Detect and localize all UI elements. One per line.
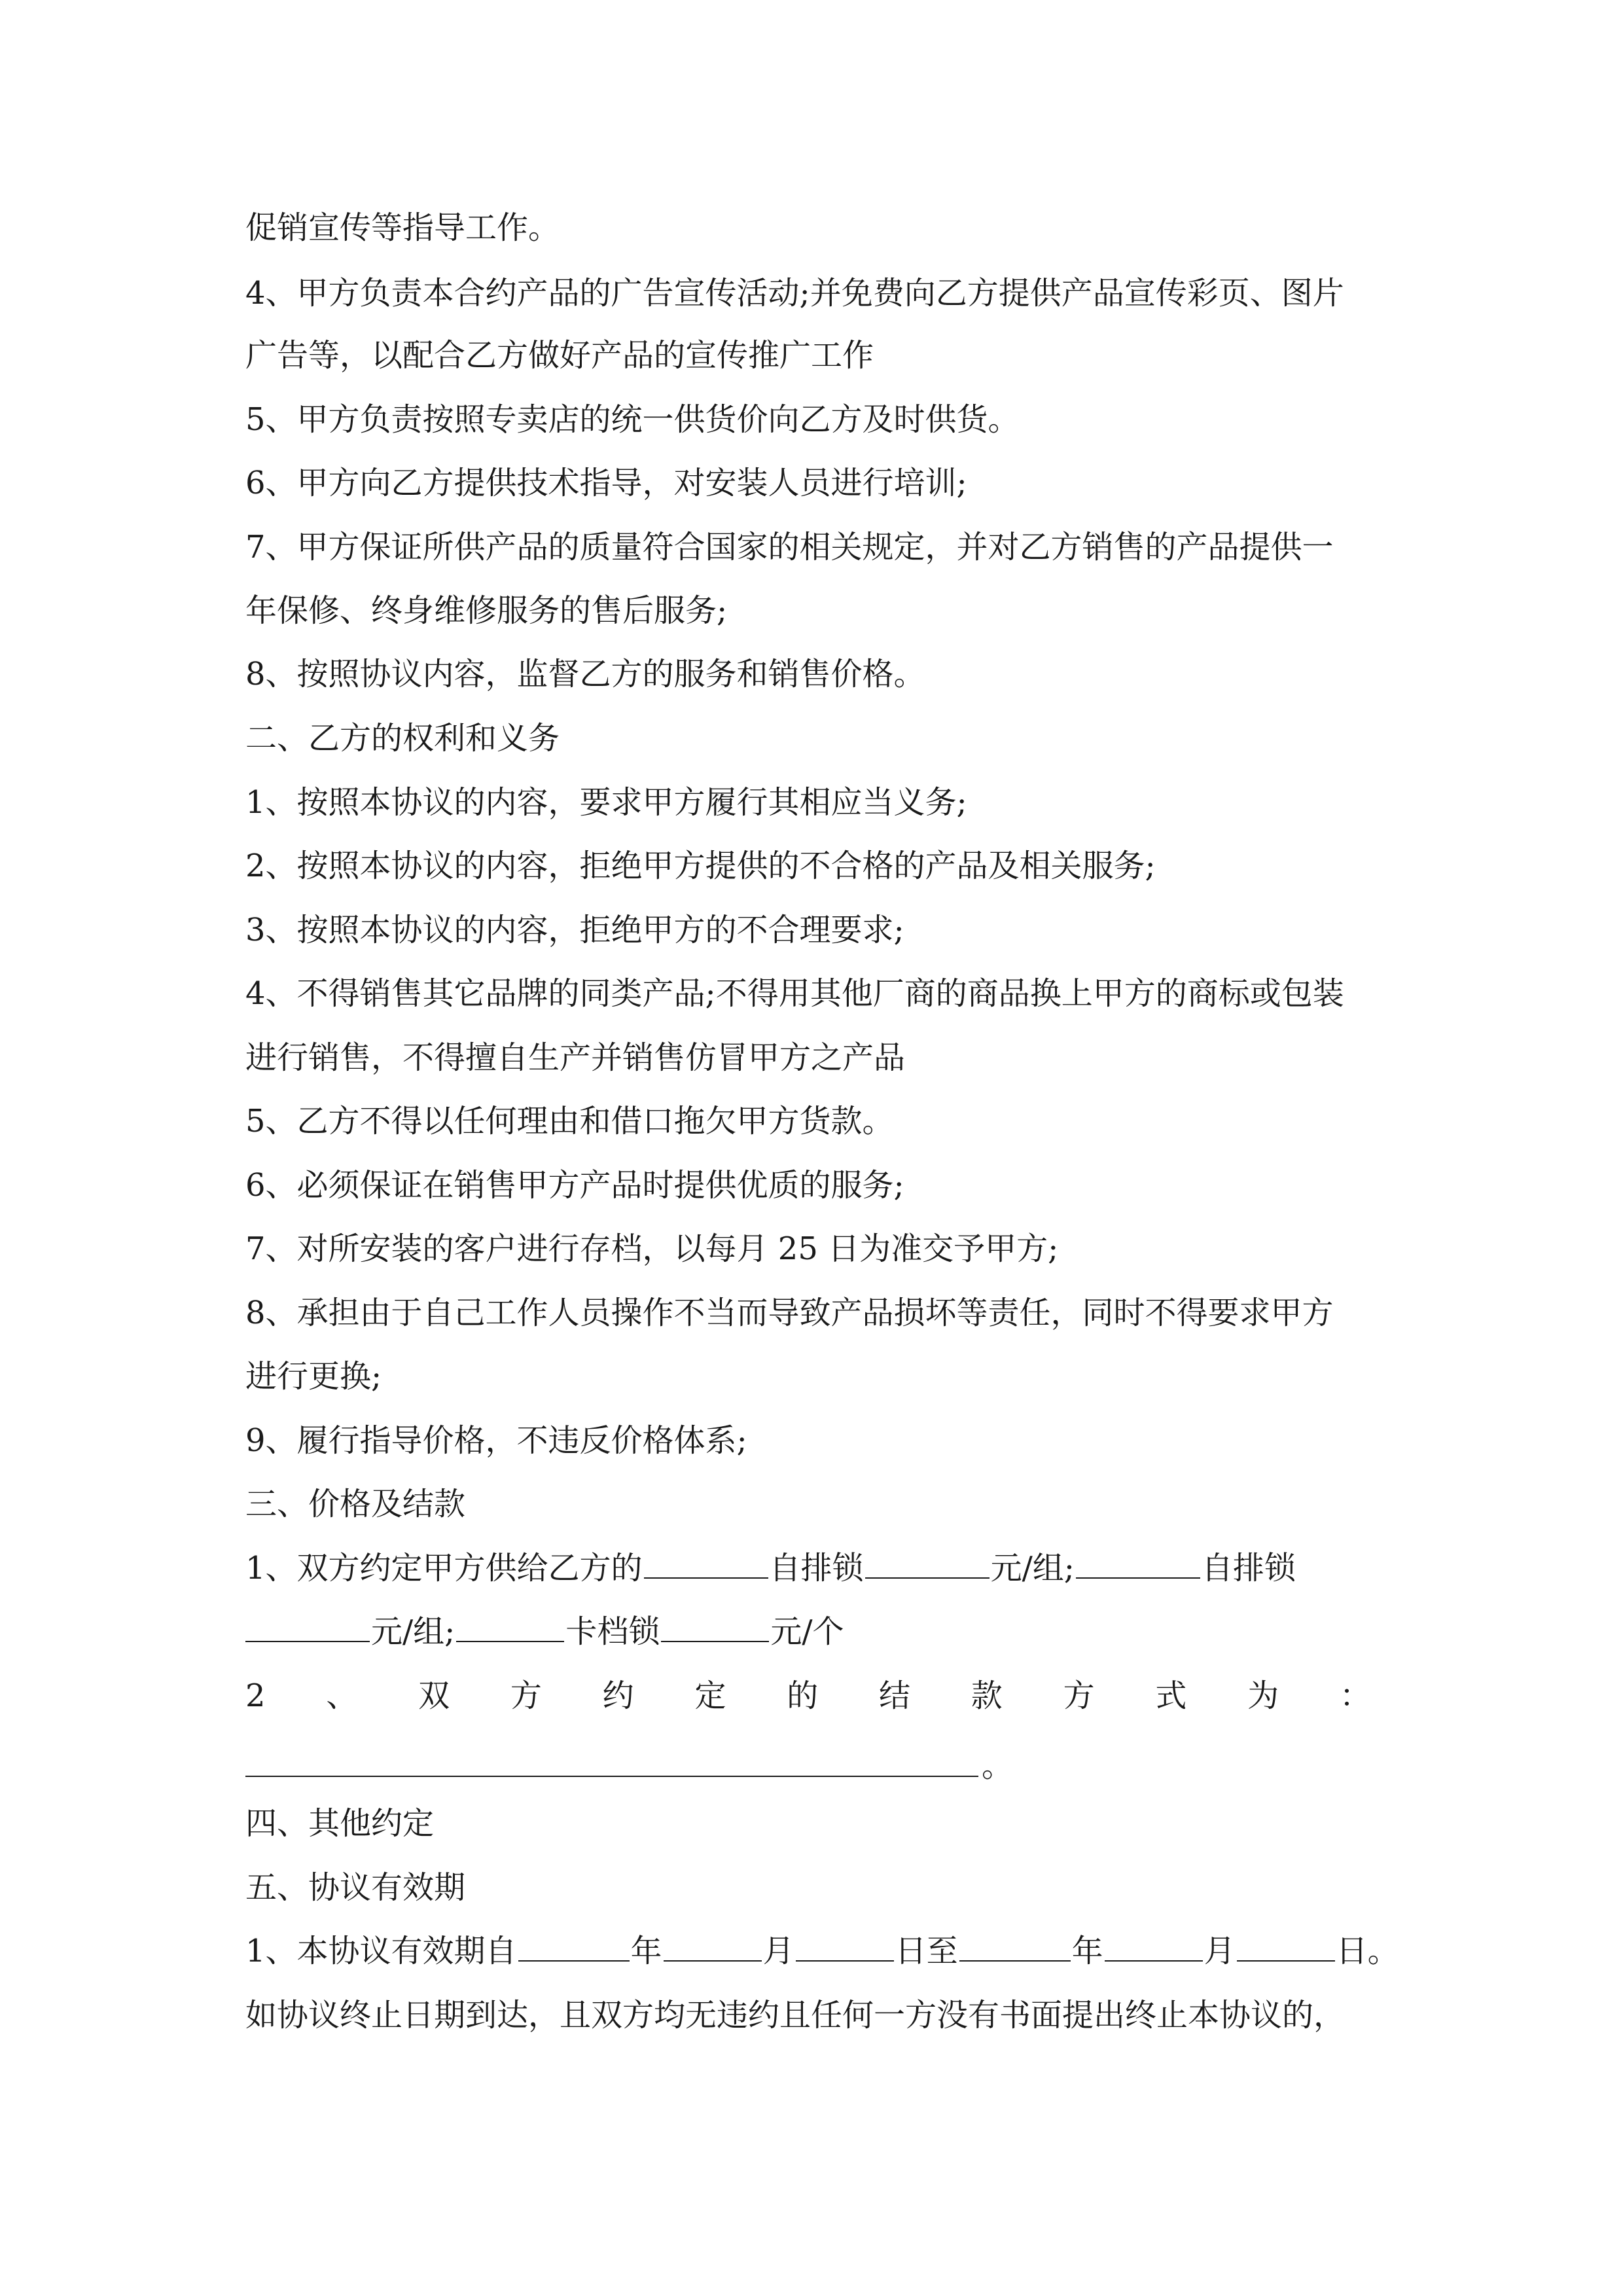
text-line: 5、乙方不得以任何理由和借口拖欠甲方货款。 bbox=[245, 1103, 894, 1139]
text-fragment: 日至 bbox=[895, 1933, 958, 1969]
blank-field[interactable] bbox=[661, 1612, 769, 1642]
text-line: 年保修、终身维修服务的售后服务; bbox=[245, 592, 728, 629]
text-line: 6、必须保证在销售甲方产品时提供优质的服务; bbox=[245, 1167, 904, 1204]
text-line: 7、对所安装的客户进行存档，以每月 25 日为准交予甲方; bbox=[245, 1230, 1059, 1267]
spread-char: 双 bbox=[418, 1677, 450, 1714]
section-heading: 三、价格及结款 bbox=[245, 1486, 466, 1522]
text-fragment: 自排锁 bbox=[769, 1550, 864, 1587]
text-line: 8、承担由于自己工作人员操作不当而导致产品损坏等责任，同时不得要求甲方 bbox=[245, 1295, 1334, 1331]
blank-field[interactable] bbox=[664, 1931, 762, 1962]
price-line-1 bbox=[245, 1549, 1296, 1588]
settlement-blank-field[interactable] bbox=[245, 1776, 978, 1777]
text-fragment: 自排锁 bbox=[1201, 1550, 1296, 1587]
text-line: 4、甲方负责本合约产品的广告宣传活动;并免费向乙方提供产品宣传彩页、图片 bbox=[245, 275, 1344, 312]
text-line: 5、甲方负责按照专卖店的统一供货价向乙方及时供货。 bbox=[245, 401, 1020, 438]
text-line: 4、不得销售其它品牌的同类产品;不得用其他厂商的商品换上甲方的商标或包装 bbox=[245, 975, 1344, 1012]
text-fragment: 。 bbox=[982, 1748, 1014, 1784]
text-line: 如协议终止日期到达，且双方均无违约且任何一方没有书面提出终止本协议的， bbox=[245, 1997, 1346, 2034]
blank-field[interactable] bbox=[1105, 1931, 1203, 1962]
blank-field[interactable] bbox=[865, 1549, 990, 1579]
text-line: 促销宣传等指导工作。 bbox=[245, 209, 560, 246]
section-heading: 二、乙方的权利和义务 bbox=[245, 720, 560, 757]
validity-line bbox=[245, 1931, 1399, 1971]
spread-char: 约 bbox=[602, 1677, 634, 1714]
text-line: 6、甲方向乙方提供技术指导，对安装人员进行培训; bbox=[245, 465, 967, 501]
blank-field[interactable] bbox=[456, 1612, 564, 1642]
blank-field[interactable] bbox=[1076, 1549, 1200, 1579]
spread-char: 式 bbox=[1155, 1677, 1187, 1714]
price-line-2 bbox=[245, 1612, 844, 1651]
spread-char: 为 bbox=[1247, 1677, 1279, 1714]
spread-char: ： bbox=[1339, 1677, 1371, 1714]
text-fragment: 日。 bbox=[1336, 1933, 1399, 1969]
text-line: 9、履行指导价格，不违反价格体系; bbox=[245, 1422, 747, 1459]
text-fragment: 年 bbox=[630, 1933, 662, 1969]
spread-char: 方 bbox=[1063, 1677, 1095, 1714]
spread-char: 款 bbox=[971, 1677, 1003, 1714]
text-fragment: 卡档锁 bbox=[565, 1613, 660, 1650]
blank-field[interactable] bbox=[796, 1931, 894, 1962]
text-line: 进行更换; bbox=[245, 1358, 382, 1395]
text-line: 2、按照本协议的内容，拒绝甲方提供的不合格的产品及相关服务; bbox=[245, 848, 1156, 884]
blank-field[interactable] bbox=[1237, 1931, 1335, 1962]
section-heading: 五、协议有效期 bbox=[245, 1869, 466, 1906]
text-fragment: 元/个 bbox=[770, 1613, 844, 1650]
spread-char: 的 bbox=[787, 1677, 819, 1714]
spread-char: 方 bbox=[510, 1677, 542, 1714]
spread-char: 定 bbox=[694, 1677, 726, 1714]
spread-char: 、 bbox=[326, 1677, 358, 1714]
settlement-line bbox=[245, 1676, 1371, 1715]
blank-field[interactable] bbox=[245, 1612, 370, 1642]
spread-char: 结 bbox=[879, 1677, 911, 1714]
blank-field[interactable] bbox=[644, 1549, 768, 1579]
text-fragment: 元/组; bbox=[371, 1613, 455, 1650]
text-fragment: 年 bbox=[1071, 1933, 1103, 1969]
text-fragment: 1、双方约定甲方供给乙方的 bbox=[245, 1550, 643, 1587]
text-line: 1、按照本协议的内容，要求甲方履行其相应当义务; bbox=[245, 784, 967, 821]
text-fragment: 1、本协议有效期自 bbox=[245, 1933, 517, 1969]
section-heading: 四、其他约定 bbox=[245, 1805, 435, 1842]
text-line: 进行销售，不得擅自生产并销售仿冒甲方之产品 bbox=[245, 1039, 906, 1076]
text-line: 8、按照协议内容，监督乙方的服务和销售价格。 bbox=[245, 656, 925, 692]
text-line: 7、甲方保证所供产品的质量符合国家的相关规定，并对乙方销售的产品提供一 bbox=[245, 529, 1334, 565]
text-fragment: 月 bbox=[762, 1933, 794, 1969]
text-fragment: 月 bbox=[1204, 1933, 1236, 1969]
spread-char: 2 bbox=[245, 1677, 266, 1714]
blank-field[interactable] bbox=[518, 1931, 630, 1962]
text-line: 3、按照本协议的内容，拒绝甲方的不合理要求; bbox=[245, 912, 904, 948]
text-fragment: 元/组; bbox=[990, 1550, 1075, 1587]
text-line: 广告等，以配合乙方做好产品的宣传推广工作 bbox=[245, 337, 874, 374]
blank-field[interactable] bbox=[959, 1931, 1071, 1962]
